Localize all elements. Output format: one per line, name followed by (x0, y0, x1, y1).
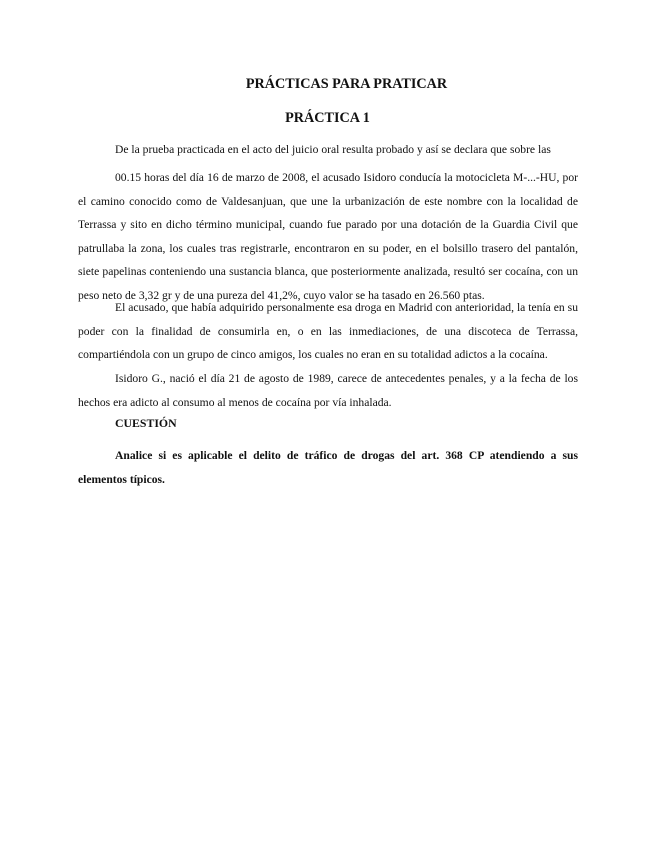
document-title: PRÁCTICAS PARA PRATICAR (245, 76, 448, 92)
document-subtitle: PRÁCTICA 1 (285, 110, 370, 126)
paragraph-facts: 00.15 horas del día 16 de marzo de 2008, el acusado Isidoro conducía la motocicleta M-...-HU, por el camino conocido como de Valdesanjuan, que une la urbanización de este nombre con la localidad de Terrassa y sito en dicho término municipal, cuando fue parado por una dotación de la Guardia Civil que patrullaba la zona, los cuales tras registrarle, encontraron en su poder, en el bolsillo trasero del pantalón, siete papelinas conteniendo una sustancia blanca, que posteriormente analizada, resultó ser cocaína, con un peso neto de 3,32 gr y de una pureza del 41,2%, cuyo valor se ha tasado en 26.560 ptas. (78, 171, 578, 302)
question-heading: CUESTIÓN (115, 416, 177, 430)
paragraph-acquisition: El acusado, que había adquirido personalmente esa droga en Madrid con anterioridad, la tenía en su poder con la finalidad de consumirla en, o en las inmediaciones, de una discoteca de Terrassa, compartiéndola con un grupo de cinco amigos, los cuales no eran en su totalidad adictos a la cocaína. (78, 301, 578, 362)
question-text: Analice si es aplicable el delito de tráfico de drogas del art. 368 CP atendiendo a sus elementos típicos. (78, 449, 578, 486)
paragraph-background: Isidoro G., nació el día 21 de agosto de 1989, carece de antecedentes penales, y a la fecha de los hechos era adicto al consumo al menos de cocaína por vía inhalada. (78, 372, 578, 409)
paragraph-intro: De la prueba practicada en el acto del juicio oral resulta probado y así se declara que sobre las (115, 143, 551, 156)
